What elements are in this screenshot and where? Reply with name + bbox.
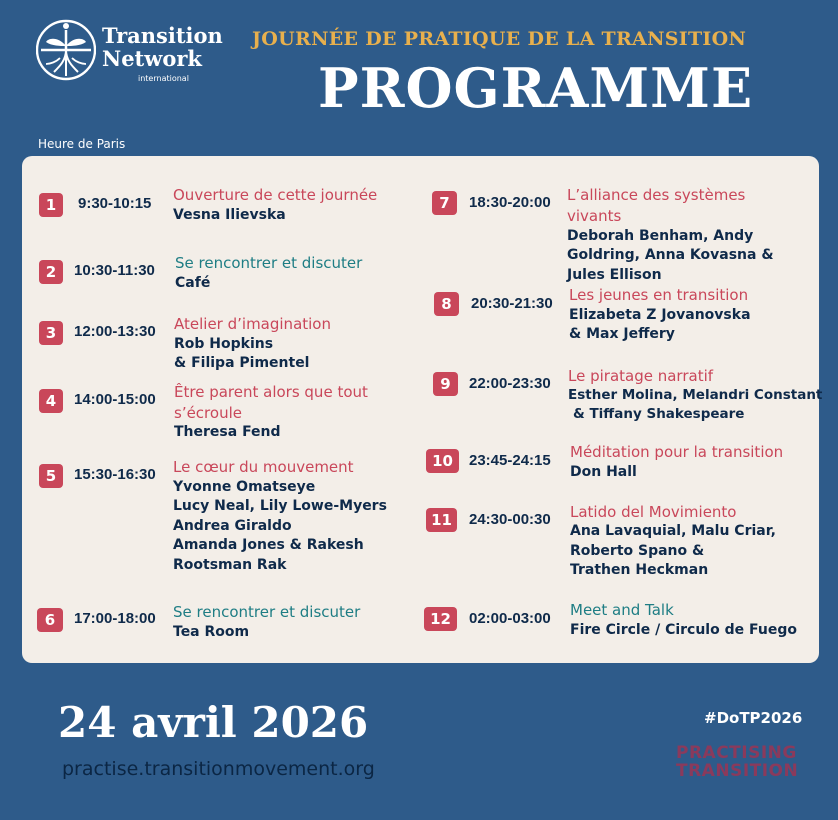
session-title: Latido del Movimiento: [570, 503, 737, 521]
session-number-badge: 8: [434, 292, 459, 316]
session-speaker: & Filipa Pimentel: [174, 355, 310, 371]
session-time: 23:45-24:15: [469, 452, 551, 469]
session-speaker: Café: [175, 275, 211, 291]
session-time: 9:30-10:15: [78, 195, 152, 212]
session-speaker: Esther Molina, Melandri Constant: [568, 387, 823, 403]
session-speaker: Fire Circle / Circulo de Fuego: [570, 622, 797, 638]
session-speaker: Trathen Heckman: [570, 562, 709, 578]
practising-transition-logo: PRACTISING TRANSITION: [676, 743, 799, 781]
session-speaker: Theresa Fend: [174, 424, 281, 440]
session-time: 20:30-21:30: [471, 295, 553, 312]
session-number-badge: 5: [39, 464, 63, 488]
brand-name: Transition Network: [102, 23, 223, 71]
session-number-badge: 3: [39, 321, 63, 345]
session-speaker: Don Hall: [570, 464, 637, 480]
session-speaker: & Max Jeffery: [569, 326, 675, 342]
session-time: 17:00-18:00: [74, 610, 156, 627]
website-link[interactable]: practise.transitionmovement.org: [62, 758, 375, 780]
session-title: Atelier d’imagination: [174, 315, 331, 333]
session-number-badge: 4: [39, 389, 63, 413]
session-time: 24:30-00:30: [469, 511, 551, 528]
session-title: vivants: [567, 207, 622, 225]
timezone-label: Heure de Paris: [38, 137, 126, 151]
session-speaker: Roberto Spano &: [570, 543, 705, 559]
page-title: PROGRAMME: [318, 56, 754, 120]
session-title: Être parent alors que tout: [174, 383, 368, 401]
tree-roots-icon: [36, 18, 96, 82]
session-speaker: Yvonne Omatseye: [173, 479, 316, 495]
session-number-badge: 9: [433, 372, 458, 396]
session-number-badge: 1: [39, 193, 63, 217]
session-number-badge: 7: [432, 191, 457, 215]
session-title: Se rencontrer et discuter: [173, 603, 361, 621]
session-time: 12:00-13:30: [74, 323, 156, 340]
programme-card: [22, 156, 823, 663]
session-number-badge: 10: [426, 449, 459, 473]
session-title: Ouverture de cette journée: [173, 186, 378, 204]
session-speaker: Elizabeta Z Jovanovska: [569, 307, 751, 323]
session-title: Le piratage narratif: [568, 367, 714, 385]
session-title: L’alliance des systèmes: [567, 186, 746, 204]
session-speaker: Rootsman Rak: [173, 557, 287, 573]
session-speaker: Andrea Giraldo: [173, 518, 292, 534]
session-number-badge: 11: [426, 508, 457, 532]
session-title: Les jeunes en transition: [569, 286, 749, 304]
session-speaker: Deborah Benham, Andy: [567, 228, 754, 244]
session-speaker: Rob Hopkins: [174, 336, 274, 352]
session-speaker: Goldring, Anna Kovasna &: [567, 247, 774, 263]
session-speaker: Jules Ellison: [567, 267, 662, 283]
hashtag: #DoTP2026: [704, 709, 803, 727]
session-speaker: Amanda Jones & Rakesh: [173, 537, 364, 553]
event-date: 24 avril 2026: [58, 698, 369, 747]
event-subtitle: JOURNÉE DE PRATIQUE DE LA TRANSITION: [252, 28, 747, 50]
brand-subline: international: [138, 74, 189, 83]
session-speaker: Ana Lavaquial, Malu Criar,: [570, 523, 776, 539]
session-speaker: Tea Room: [173, 624, 250, 640]
session-time: 02:00-03:00: [469, 610, 551, 627]
session-title: Le cœur du mouvement: [173, 458, 354, 476]
session-time: 18:30-20:00: [469, 194, 551, 211]
session-title: Se rencontrer et discuter: [175, 254, 363, 272]
session-time: 22:00-23:30: [469, 375, 551, 392]
session-number-badge: 12: [424, 607, 457, 631]
session-speaker: & Tiffany Shakespeare: [573, 406, 745, 422]
session-title: s’écroule: [174, 404, 242, 422]
session-title: Meet and Talk: [570, 601, 674, 619]
session-time: 14:00-15:00: [74, 391, 156, 408]
session-speaker: Lucy Neal, Lily Lowe-Myers: [173, 498, 387, 514]
session-speaker: Vesna Ilievska: [173, 207, 286, 223]
session-number-badge: 6: [37, 608, 63, 632]
session-title: Méditation pour la transition: [570, 443, 784, 461]
session-time: 15:30-16:30: [74, 466, 156, 483]
session-number-badge: 2: [39, 260, 63, 284]
transition-network-logo: [36, 18, 236, 88]
session-time: 10:30-11:30: [74, 262, 155, 279]
